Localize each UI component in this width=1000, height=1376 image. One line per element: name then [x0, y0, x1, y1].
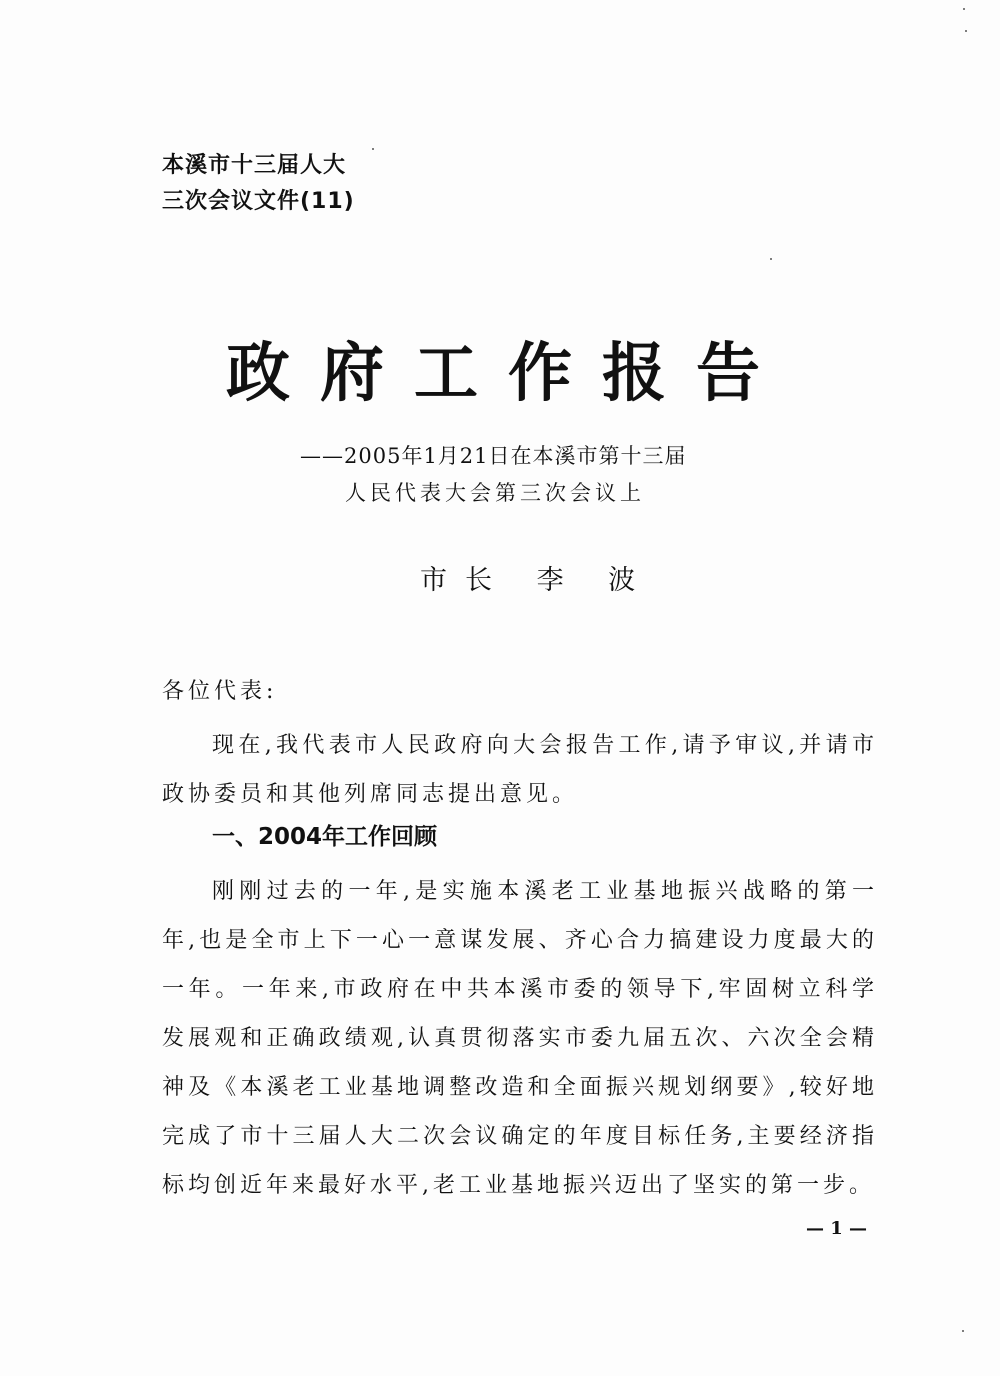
document-label-line2: 三次会议文件(11) — [162, 189, 355, 214]
scan-speck — [770, 258, 772, 260]
subtitle-line2: 人民代表大会第三次会议上 — [345, 481, 645, 505]
intro-paragraph: 现在,我代表市人民政府向大会报告工作,请予审议,并请市政协委员和其他列席同志提出意见。 — [162, 733, 878, 807]
page-number: — 1 — — [806, 1218, 868, 1239]
scan-speck — [965, 30, 967, 32]
report-title: 政府工作报告 — [226, 337, 790, 411]
document-label-line1: 本溪市十三届人大 — [162, 153, 347, 178]
subtitle-line1: ——2005年1月21日在本溪市第十三届 — [300, 444, 687, 468]
scan-speck — [962, 1330, 964, 1332]
greeting: 各位代表: — [162, 679, 278, 704]
section-heading: 一、2004年工作回顾 — [212, 824, 438, 850]
scan-speck — [372, 148, 374, 150]
scan-speck — [963, 8, 965, 10]
section-paragraph: 刚刚过去的一年,是实施本溪老工业基地振兴战略的第一年,也是全市上下一心一意谋发展、齐心合力搞建设力度最大的一年。一年来,市政府在中共本溪市委的领导下,牢固树立科学发展观和正确政绩观,认真贯彻落实市委九届五次、六次全会精神及《本溪老工业基地调整改造和全面振兴规划纲要》,较好地完成了市十三届人大二次会议确定的年度目标任务,主要经济指标均创近年来最好水平,老工业基地振兴迈出了坚实的第一步。 — [162, 879, 878, 1198]
speaker-name: 市长 李 波 — [420, 565, 654, 596]
